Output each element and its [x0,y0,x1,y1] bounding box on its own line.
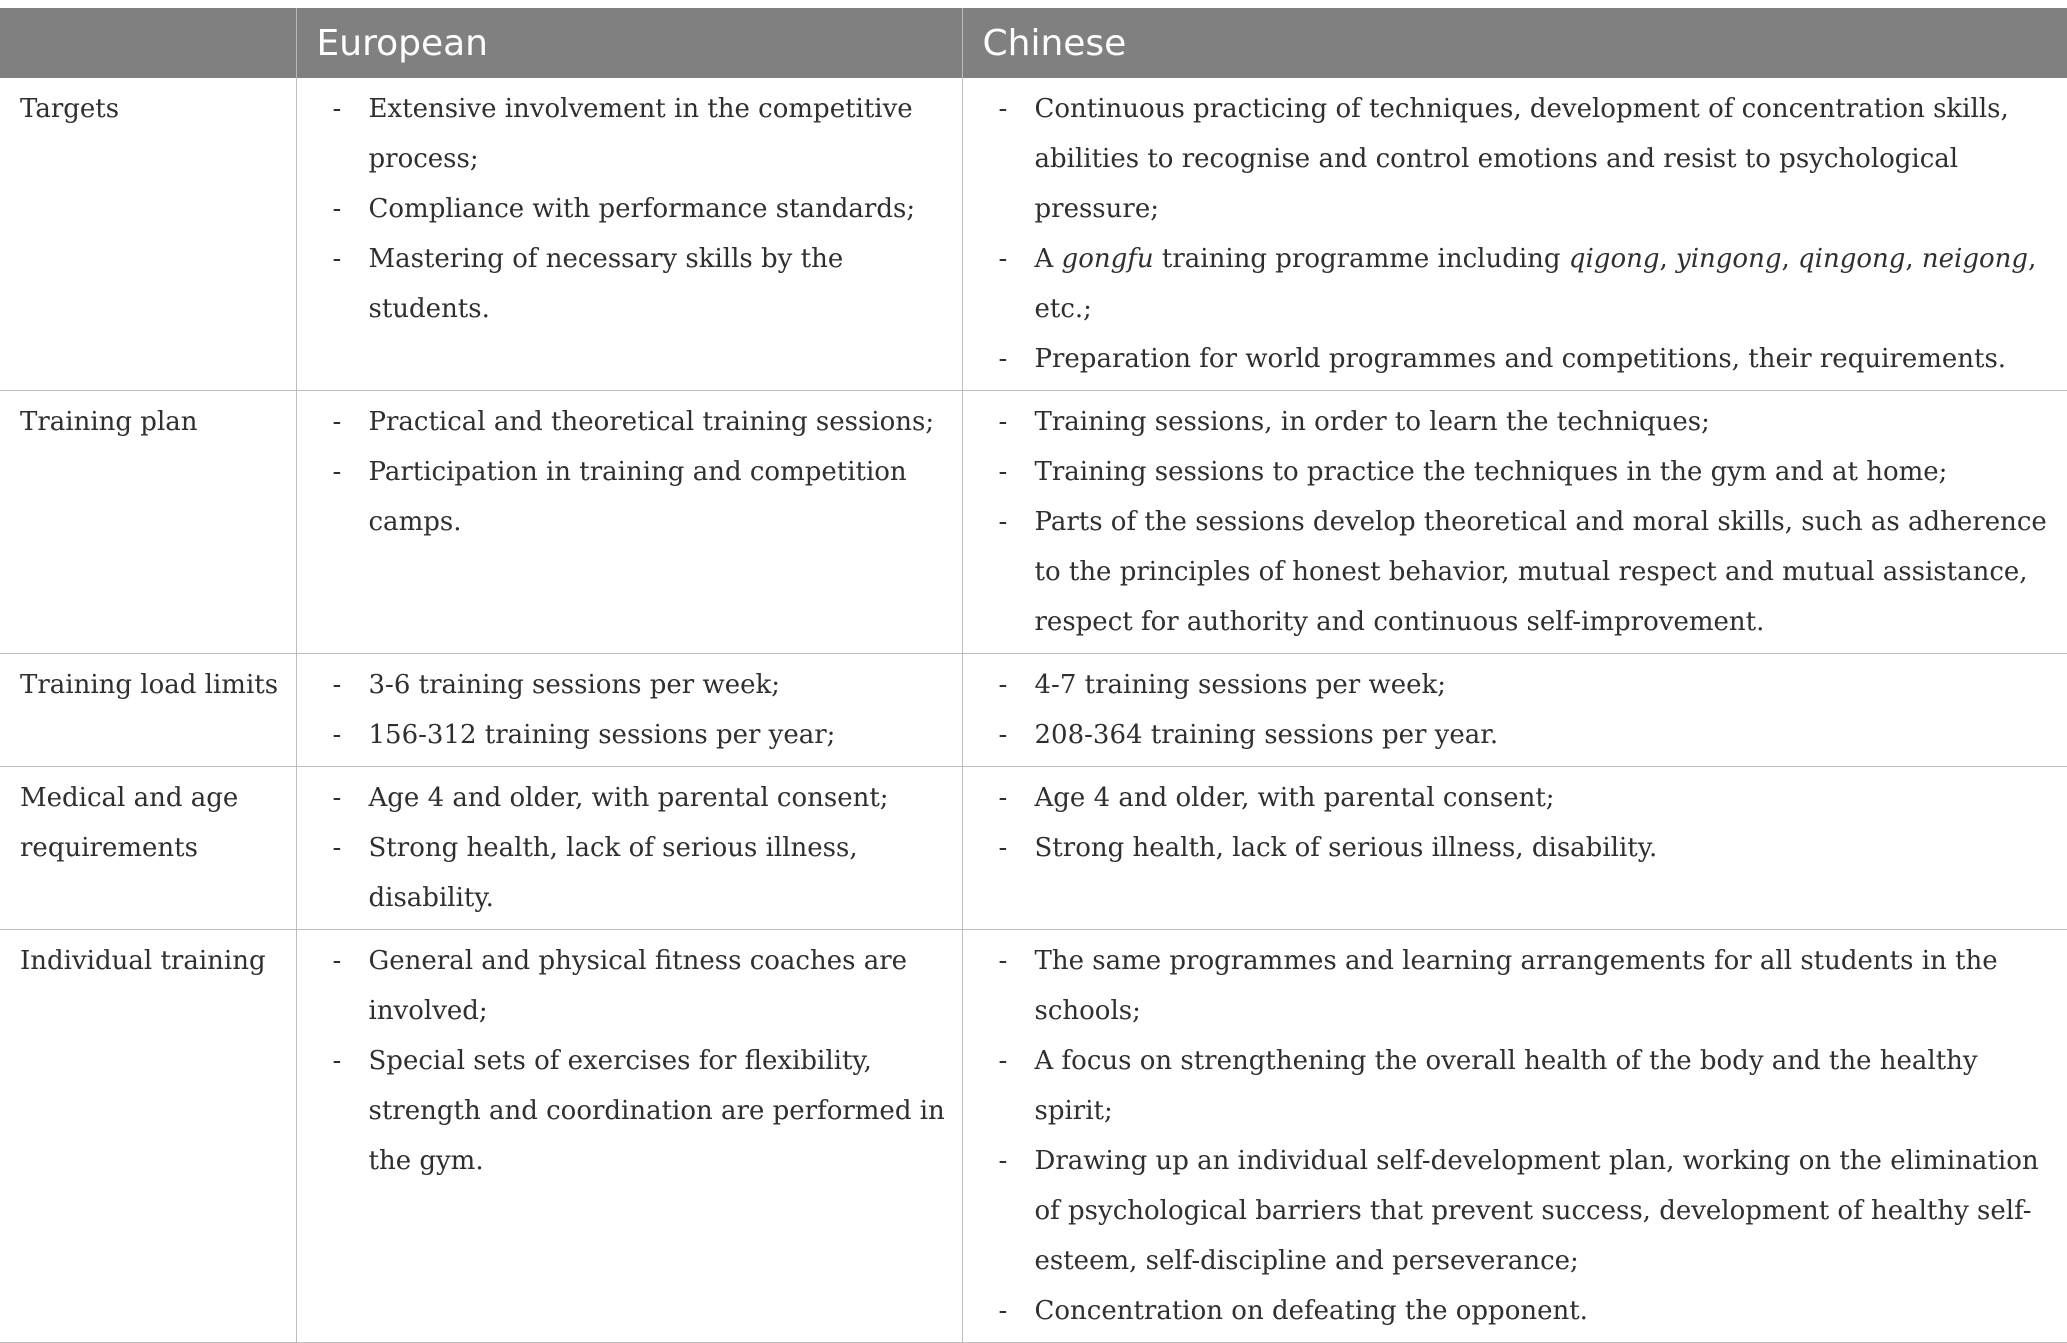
row-label: Medical and age requirements [0,767,296,930]
list-item: - Training sessions, in order to learn the techniques; [998,407,1710,437]
european-cell [296,654,962,767]
row-label: Targets [0,78,296,391]
table-row-medical-age [0,767,2067,930]
list-item: - Age 4 and older, with parental consent; [998,783,1555,813]
table-row-targets [0,78,2067,391]
chinese-cell [962,767,2067,930]
chinese-cell [962,78,2067,391]
list-item: - A gongfu training programme including qigong, yingong, qingong, neigong, etc.; [998,244,2037,324]
list-item: - Parts of the sessions develop theoretical and moral skills, such as adherence to the principles of honest behavior, mutual respect and mutual assistance, respect for authority and continuous self-improvement. [998,507,2047,637]
european-cell [296,767,962,930]
list-item: - Mastering of necessary skills by the students. [332,244,844,324]
list-item: - 4-7 training sessions per week; [998,670,1447,700]
header-empty-cell [0,8,296,78]
header-row [0,8,2067,78]
list-item: - Extensive involvement in the competitive process; [332,94,913,174]
list-item: - Concentration on defeating the opponent. [998,1296,1588,1326]
european-cell [296,391,962,654]
table-row-training-plan [0,391,2067,654]
row-label: Individual training [0,930,296,1343]
list-item: - 3-6 training sessions per week; [332,670,781,700]
list-item: - Compliance with performance standards; [332,194,916,224]
list-item: - Drawing up an individual self-development plan, working on the elimination of psychological barriers that prevent success, development of healthy self-esteem, self-discipline and perseverance; [998,1146,2039,1276]
list-item: - 156-312 training sessions per year; [332,720,836,750]
list-item: - Preparation for world programmes and competitions, their requirements. [998,344,2007,374]
list-item: - Participation in training and competition camps. [332,457,907,537]
list-item: - General and physical fitness coaches are involved; [332,946,908,1026]
list-item: - Age 4 and older, with parental consent; [332,783,889,813]
list-item: - Continuous practicing of techniques, development of concentration skills, abilities to recognise and control emotions and resist to psychological pressure; [998,94,2009,224]
row-label: Training plan [0,391,296,654]
comparison-table [0,8,2067,1343]
table-row-training-load-limits [0,654,2067,767]
row-label: Training load limits [0,654,296,767]
list-item: - Training sessions to practice the techniques in the gym and at home; [998,457,1948,487]
header-european: European [296,8,962,78]
list-item: - Strong health, lack of serious illness, disability. [998,833,1658,863]
european-cell [296,78,962,391]
list-item: - Practical and theoretical training sessions; [332,407,935,437]
list-item: - 208-364 training sessions per year. [998,720,1499,750]
chinese-cell [962,654,2067,767]
chinese-cell [962,930,2067,1343]
european-cell [296,930,962,1343]
header-chinese: Chinese [962,8,2067,78]
chinese-cell [962,391,2067,654]
list-item: - A focus on strengthening the overall health of the body and the healthy spirit; [998,1046,1978,1126]
table-row-individual-training [0,930,2067,1343]
list-item: - Strong health, lack of serious illness, disability. [332,833,858,913]
list-item: - Special sets of exercises for flexibility, strength and coordination are performed in the gym. [332,1046,945,1176]
list-item: - The same programmes and learning arrangements for all students in the schools; [998,946,1998,1026]
